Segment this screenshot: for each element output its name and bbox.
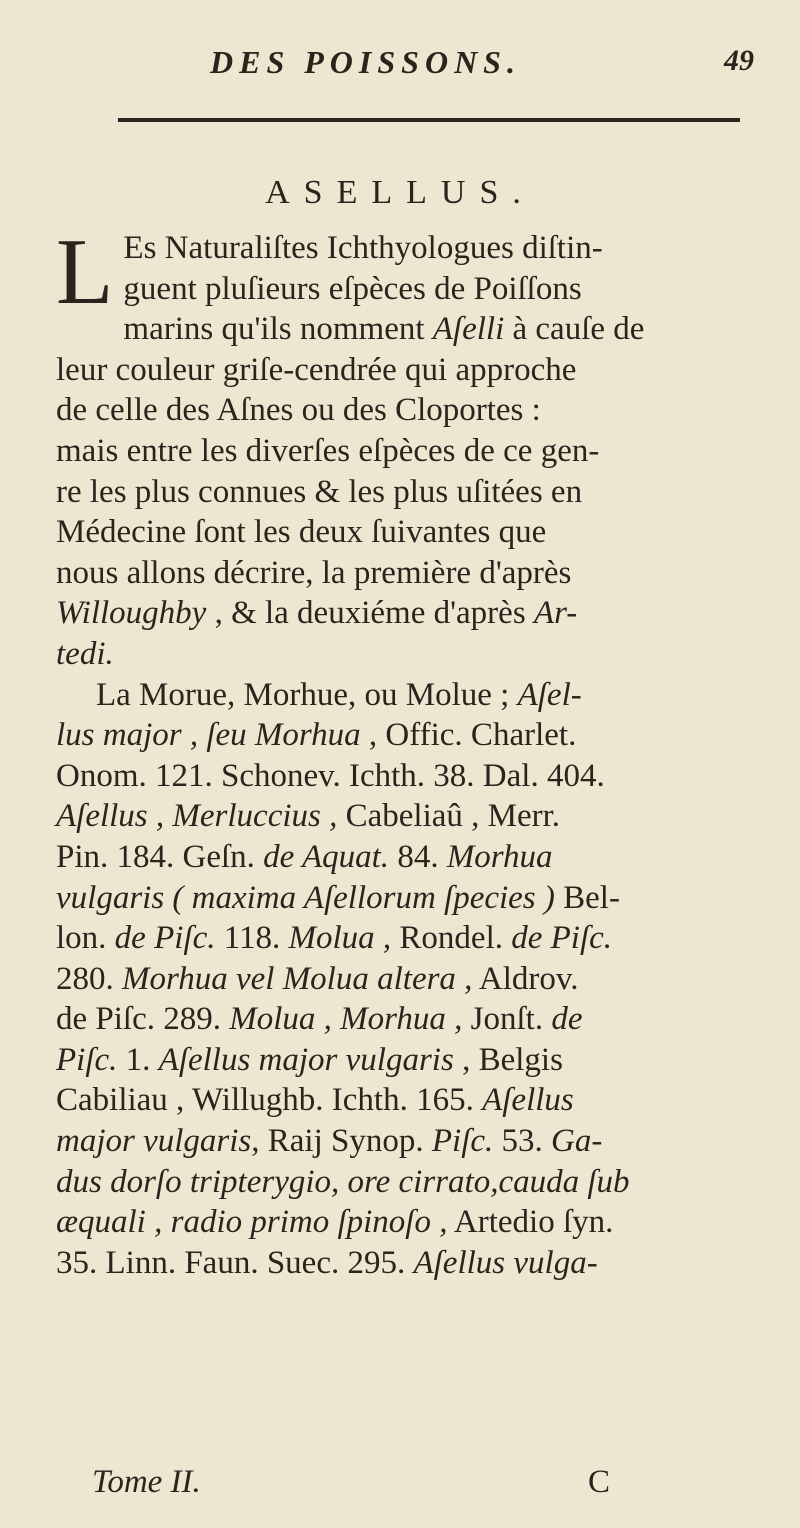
text-line — [56, 350, 756, 391]
text-line — [56, 756, 756, 797]
text-line — [56, 918, 756, 959]
text-line — [56, 1202, 756, 1243]
text-line — [56, 878, 756, 919]
text-run: leur couleur griſe-cendrée qui approche — [56, 351, 577, 388]
text-line — [56, 472, 756, 513]
text-run: 118. — [215, 920, 289, 957]
text-run: Aſel- — [517, 676, 582, 713]
text-run: Aſellus , Merluccius , — [56, 798, 338, 835]
text-run: marins qu'ils nomment — [123, 311, 433, 348]
text-line — [56, 431, 756, 472]
text-run: Willoughby — [56, 595, 207, 632]
page-footer — [92, 1464, 772, 1504]
text-run: de Aquat. — [263, 838, 390, 875]
text-run: Onom. 121. Schonev. Ichth. 38. Dal. 404. — [56, 757, 605, 794]
text-run: major vulgaris — [56, 1123, 252, 1160]
text-run: Cabiliau , Willughb. Ichth. 165. — [56, 1082, 483, 1119]
signature-mark: C — [588, 1464, 611, 1500]
text-run: , & la deuxiéme d'après — [206, 595, 534, 632]
text-run: Es Naturaliſtes Ichthyologues diſtin- — [123, 230, 603, 266]
text-line — [56, 675, 756, 716]
text-line — [56, 1080, 756, 1121]
text-run: 280. — [56, 960, 122, 997]
text-line — [56, 837, 756, 878]
text-line — [56, 634, 756, 675]
text-run: de Piſc. — [114, 920, 216, 957]
running-title: DES POISSONS. — [210, 44, 521, 80]
text-line — [56, 796, 756, 837]
text-run: Aldrov. — [472, 960, 579, 997]
text-lines — [56, 220, 756, 1283]
text-run: 1. — [117, 1041, 159, 1078]
text-run: Médecine ſont les deux ſuivantes que — [56, 514, 547, 551]
text-run: dus dorſo tripterygio, ore cirrato,cauda ſub — [56, 1163, 630, 1200]
text-run: vulgaris ( maxima Aſellorum ſpecies ) — [56, 879, 564, 916]
text-run: Molua , Morhua , — [229, 1001, 463, 1038]
text-line — [56, 309, 756, 350]
text-run: à cauſe de — [504, 311, 645, 348]
text-run: Aſellus vulga- — [413, 1244, 598, 1281]
text-run: Molua , — [288, 920, 392, 957]
text-run: Aſellus major vulgaris — [158, 1041, 454, 1078]
text-run: 35. Linn. Faun. Suec. 295. — [56, 1244, 414, 1281]
header-rule — [118, 118, 740, 122]
text-run: Ga- — [551, 1123, 603, 1160]
text-run: 84. — [389, 838, 447, 875]
text-line — [56, 1040, 756, 1081]
text-line — [56, 999, 756, 1040]
text-run: nous allons décrire, la première d'après — [56, 554, 572, 591]
text-line — [56, 228, 756, 269]
text-run: Bel- — [563, 879, 620, 916]
text-run: Piſc. — [431, 1123, 494, 1160]
text-run: lus major , ſeu Morhua — [56, 717, 361, 754]
text-run: de celle des Aſnes ou des Cloportes : — [56, 392, 541, 429]
page-number: 49 — [724, 44, 754, 77]
text-line — [56, 269, 756, 310]
drop-cap: L — [56, 220, 114, 324]
text-line — [56, 959, 756, 1000]
text-line — [56, 593, 756, 634]
text-run: Morhua vel Molua altera , — [122, 960, 473, 997]
text-run: Aſellus — [482, 1082, 574, 1119]
text-run: guent pluſieurs eſpèces de Poiſſons — [123, 270, 582, 307]
volume-label: Tome II. — [92, 1464, 201, 1500]
text-line — [56, 1162, 756, 1203]
text-run: Pin. 184. Geſn. — [56, 838, 264, 875]
text-line — [56, 512, 756, 553]
text-run: 53. — [493, 1123, 552, 1160]
text-run: , Belgis — [453, 1041, 563, 1078]
text-run: Morhua — [446, 838, 553, 875]
text-line — [56, 390, 756, 431]
text-line — [56, 715, 756, 756]
text-run: , Raij Synop. — [251, 1123, 432, 1160]
text-run: re les plus connues & les plus uſitées en — [56, 473, 583, 510]
text-run: de Piſc. 289. — [56, 1001, 230, 1038]
text-run: Jonſt. — [462, 1001, 552, 1038]
text-run: La Morue, Morhue, ou Molue ; — [96, 676, 518, 713]
body-text — [56, 220, 756, 1283]
text-run: lon. — [56, 920, 115, 957]
section-title: ASELLUS. — [265, 174, 535, 211]
text-run: æquali , radio primo ſpinoſo , — [56, 1204, 448, 1241]
text-run: , Offic. Charlet. — [360, 717, 577, 754]
text-run: Piſc. — [56, 1041, 118, 1078]
text-run: Aſelli — [432, 311, 505, 348]
text-run: de — [551, 1001, 583, 1038]
text-run: tedi. — [56, 635, 114, 672]
text-run: Cabeliaû , Merr. — [337, 798, 561, 835]
text-run: de Piſc. — [511, 920, 613, 957]
text-line — [56, 1243, 756, 1284]
text-run: Rondel. — [391, 920, 512, 957]
text-run: mais entre les diverſes eſpèces de ce gen- — [56, 432, 600, 469]
text-line — [56, 553, 756, 594]
text-line — [56, 1121, 756, 1162]
text-run: Artedio ſyn. — [447, 1204, 614, 1241]
text-run: Ar- — [533, 595, 578, 632]
